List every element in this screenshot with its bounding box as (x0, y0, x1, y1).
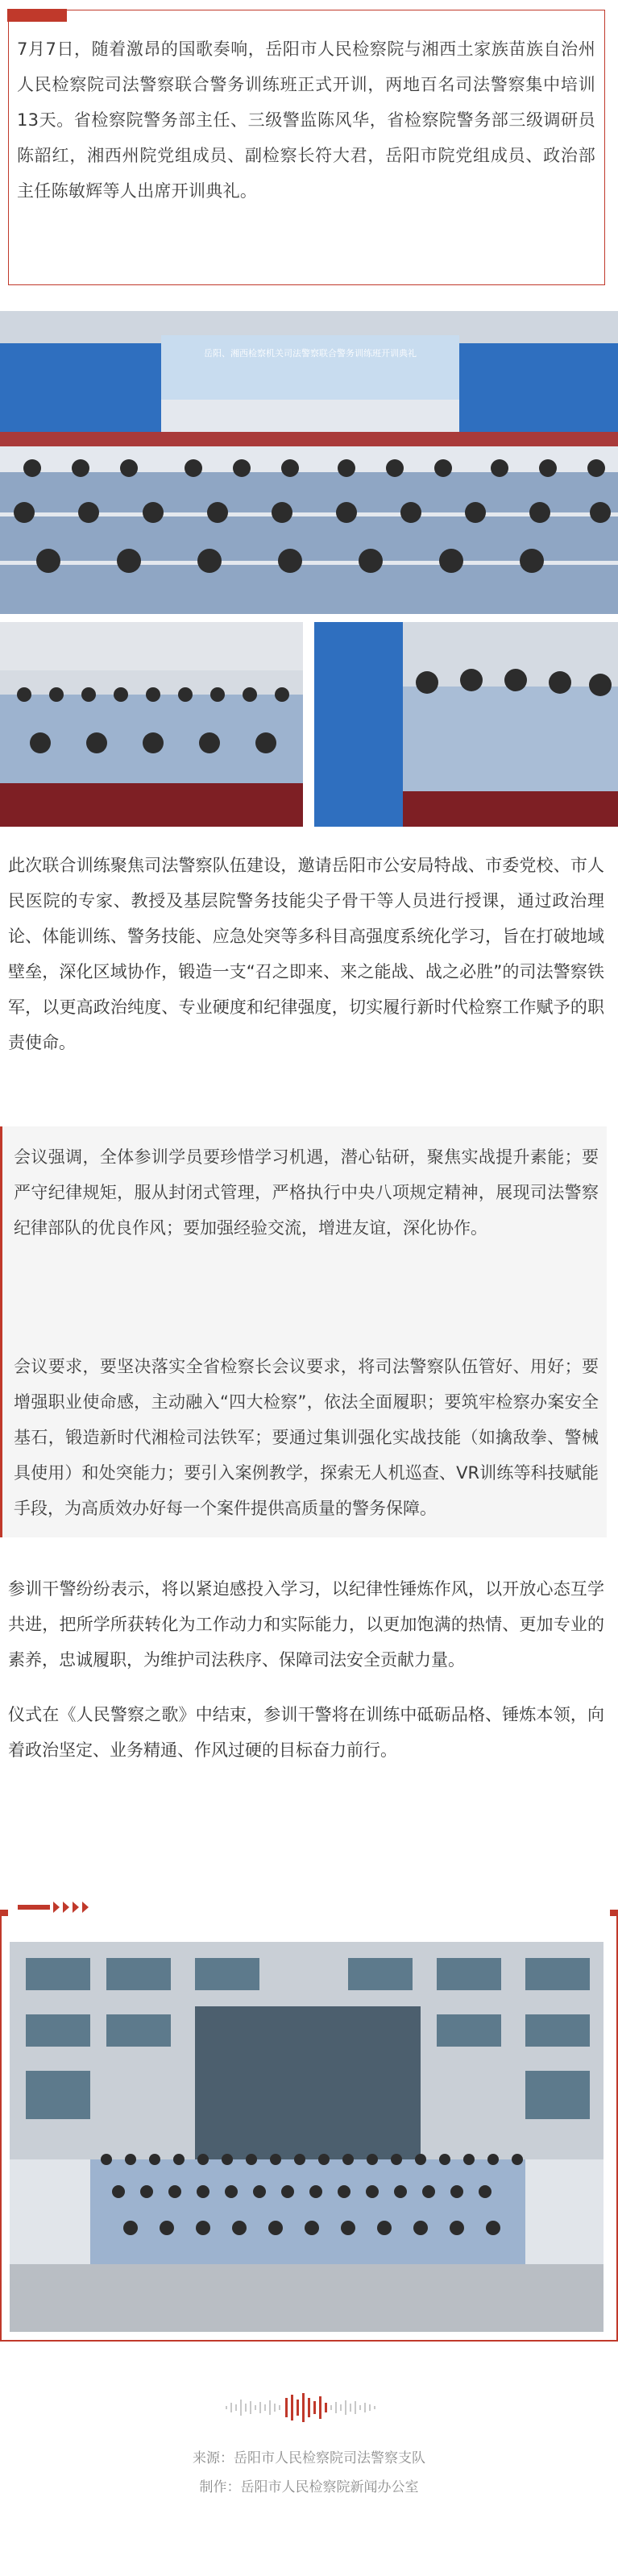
source-credit: 来源：岳阳市人民检察院司法警察支队 (193, 2450, 425, 2466)
audio-wave-icon (226, 2391, 387, 2424)
standing-audience-illustration (0, 622, 303, 827)
frame-corner-accent (2, 1910, 8, 1916)
intro-box (8, 10, 605, 285)
banner-text: 岳阳、湘西检察机关司法警察联合警务训练班开训典礼 (204, 348, 417, 359)
group-photo-frame (0, 1910, 618, 2342)
intro-paragraph: 7月7日，随着激昂的国歌奏响，岳阳市人民检察院与湘西土家族苗族自治州人民检察院司法警察联合警务训练班正式开训，两地百名司法警察集中培训13天。省检察院警务部主任、三级警监陈风华，省检察院警务部三级调研员陈韶红，湘西州院党组成员、副检察长符大君，岳阳市院党组成员、政治部主任陈敏辉等人出席开训典礼。 (17, 39, 595, 201)
participant-response-paragraph: 参训干警纷纷表示，将以紧迫感投入学习，以纪律性锤炼作风，以开放心态互学共进，把所学所获转化为工作动力和实际能力，以更加饱满的热情、更加专业的素养，忠诚履职，为维护司法秩序、保障司法安全贡献力量。 (8, 1579, 604, 1670)
officials-standing-photo (314, 622, 618, 827)
group-photo-illustration (10, 1942, 603, 2332)
standing-audience-photo (0, 622, 303, 827)
corner-accent-bar (7, 9, 67, 22)
meeting-quote-block (0, 1126, 607, 1537)
training-focus-paragraph: 此次联合训练聚焦司法警察队伍建设，邀请岳阳市公安局特战、市委党校、市人民医院的专家、教授及基层院警务技能尖子骨干等人员进行授课，通过政治理论、体能训练、警务技能、应急处突等多科目高强度系统化学习，旨在打破地域壁垒，深化区域协作，锻造一支“召之即来、来之能战、战之必胜”的司法警察铁军，以更高政治纯度、专业硬度和纪律强度，切实履行新时代检察工作赋予的职责使命。 (8, 856, 604, 1052)
meeting-emphasis-paragraph: 会议强调，全体参训学员要珍惜学习机遇，潜心钻研，聚焦实战提升素能；要严守纪律规矩，服从封闭式管理，严格执行中央八项规定精神，展现司法警察纪律部队的优良作风；要加强经验交流，增进友谊，深化协作。 (14, 1147, 599, 1238)
conference-photo (0, 311, 618, 614)
officials-standing-illustration (314, 622, 618, 827)
ceremony-closing-paragraph: 仪式在《人民警察之歌》中结束，参训干警将在训练中砥砺品格、锤炼本领，向着政治坚定、业务精通、作风过硬的目标奋力前行。 (8, 1705, 604, 1760)
group-photo (10, 1942, 603, 2332)
producer-credit: 制作：岳阳市人民检察院新闻办公室 (199, 2479, 419, 2495)
frame-corner-accent (610, 1910, 616, 1916)
meeting-requirements-paragraph: 会议要求，要坚决落实全省检察长会议要求，将司法警察队伍管好、用好；要增强职业使命感，主动融入“四大检察”，依法全面履职；要筑牢检察办案安全基石，锻造新时代湘检司法铁军；要通过集训强化实战技能（如擒敌拳、警械具使用）和处突能力；要引入案例教学，探索无人机巡查、VR训练等科技赋能手段，为高质效办好每一个案件提供高质量的警务保障。 (14, 1357, 599, 1518)
